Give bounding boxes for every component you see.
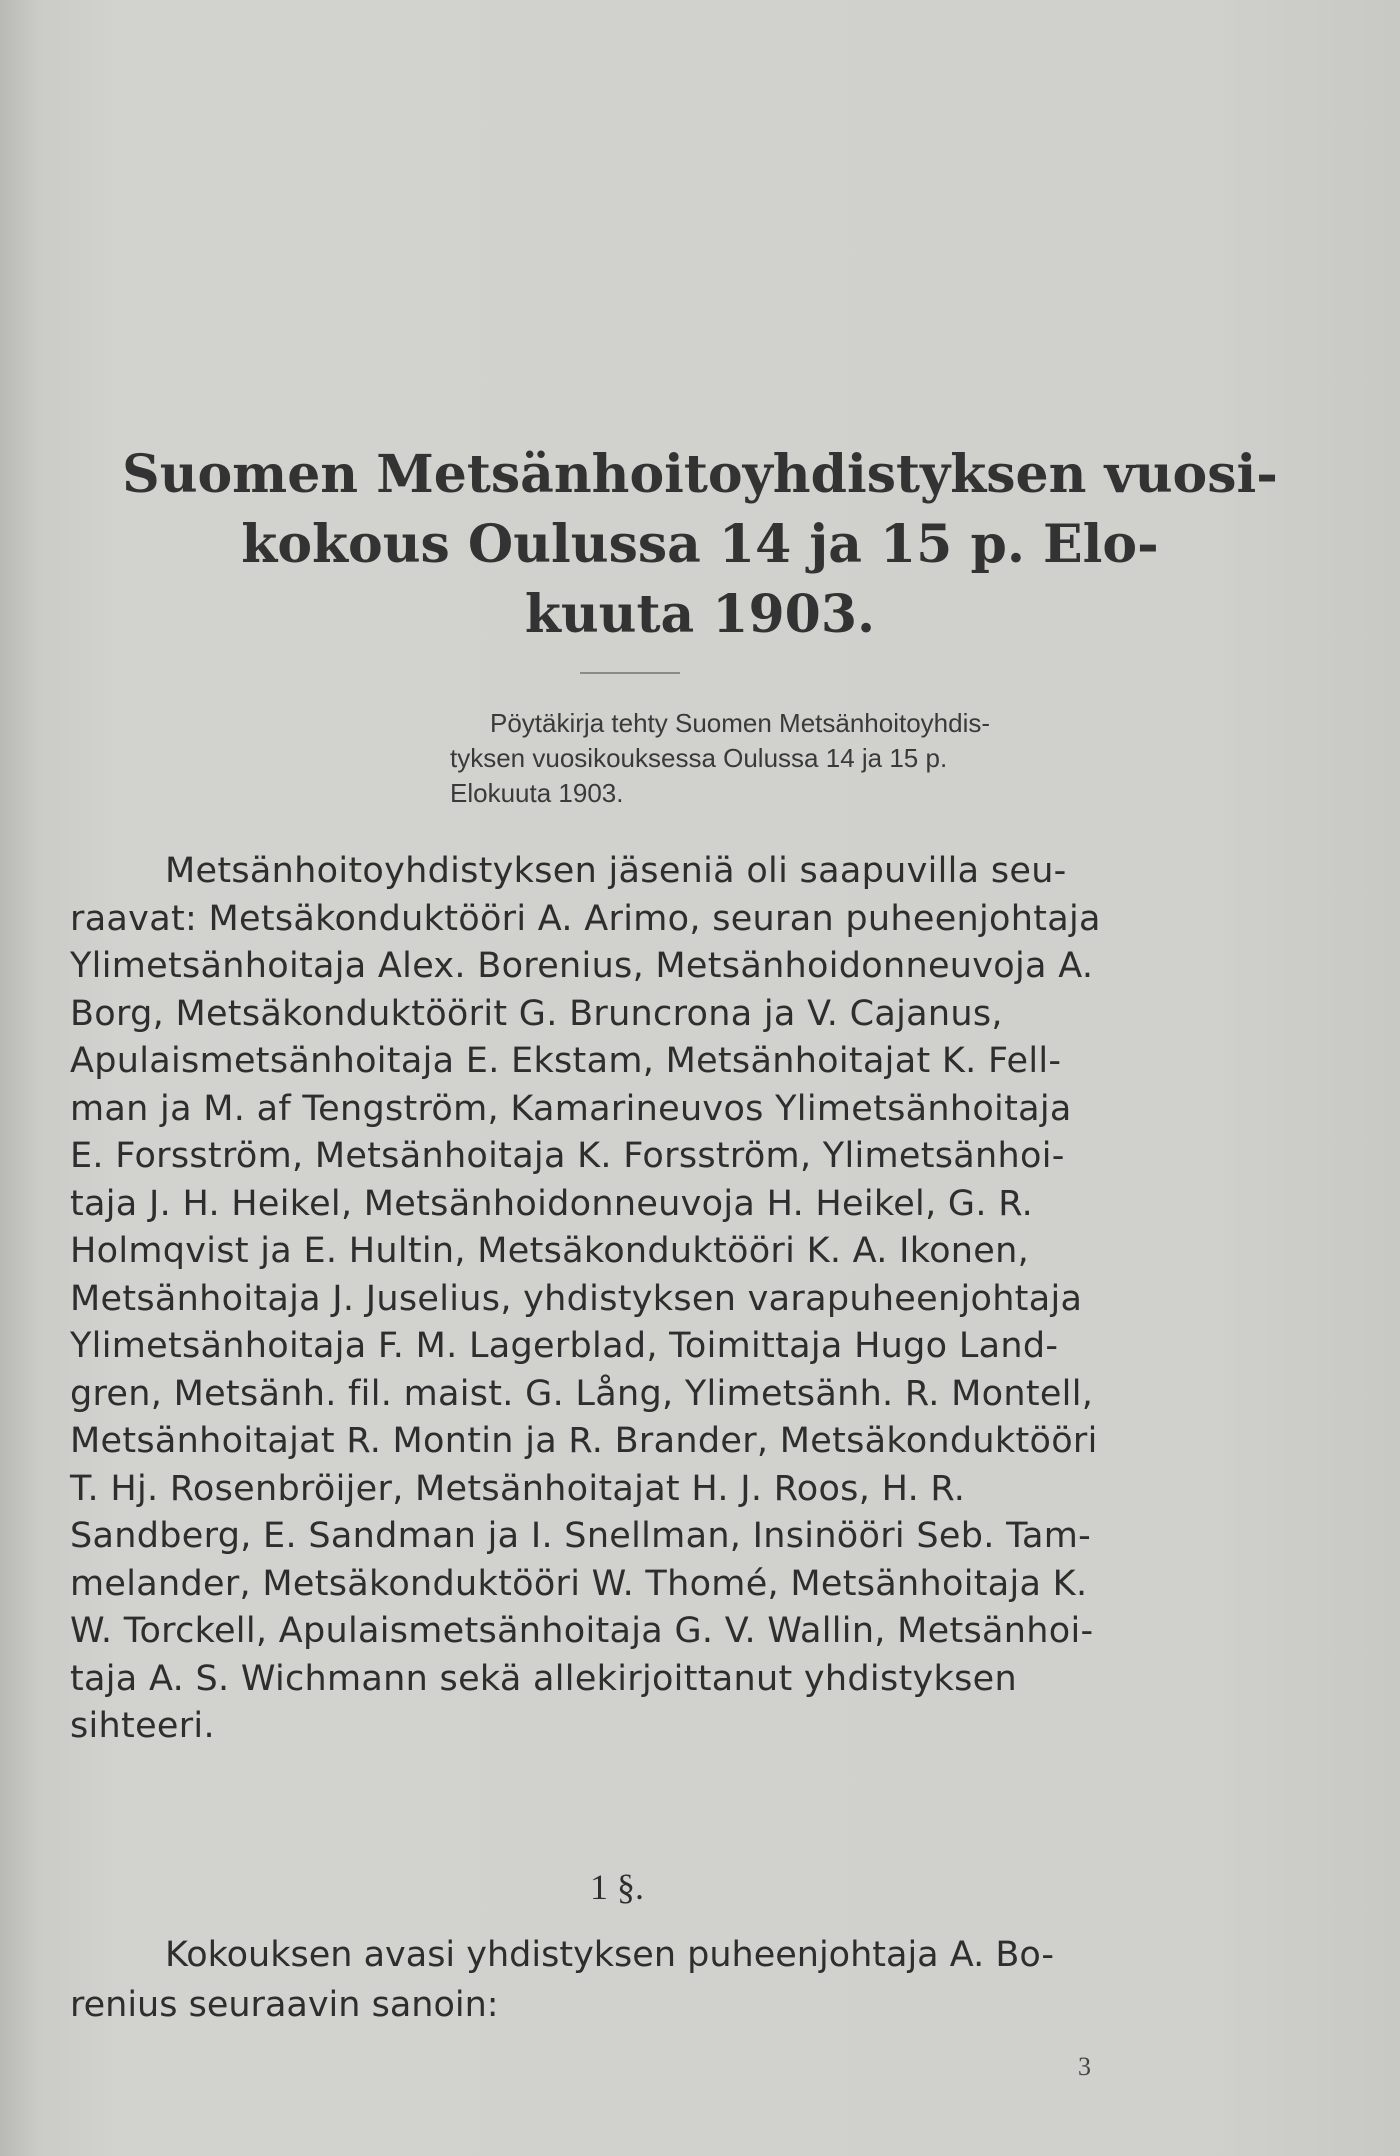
section-heading: 1 §. [590, 1867, 644, 1907]
text-line: Ylimetsänhoitaja F. M. Lagerblad, Toimittaja Hugo Land- [70, 1326, 1059, 1366]
text-line: Ylimetsänhoitaja Alex. Borenius, Metsänhoidonneuvoja A. [70, 946, 1094, 986]
title-line: kokous Oulussa 14 ja 15 p. Elo- [241, 514, 1159, 575]
text-line: taja J. H. Heikel, Metsänhoidonneuvoja H. Heikel, G. R. [70, 1183, 1034, 1224]
text-line: E. Forsström, Metsänhoitaja K. Forsström, Ylimetsänhoi- [70, 1136, 1065, 1176]
text-line: Metsänhoitajat R. Montin ja R. Brander, Metsäkonduktööri [70, 1421, 1098, 1461]
text-line: melander, Metsäkonduktööri W. Thomé, Metsänhoitaja K. [70, 1563, 1088, 1604]
minutes-note [450, 706, 1200, 811]
text-line: Borg, Metsäkonduktöörit G. Bruncrona ja V. Cajanus, [70, 993, 1003, 1034]
text-line: raavat: Metsäkonduktööri A. Arimo, seuran puheenjohtaja [70, 898, 1101, 939]
note-line: Elokuuta 1903. [450, 778, 624, 808]
attendees-paragraph [70, 848, 1200, 1751]
text-line: gren, Metsänh. fil. maist. G. Lång, Ylimetsänh. R. Montell, [70, 1373, 1094, 1414]
text-line: T. Hj. Rosenbröijer, Metsänhoitajat H. J. Roos, H. R. [70, 1468, 966, 1509]
text-line: W. Torckell, Apulaismetsänhoitaja G. V. Wallin, Metsänhoi- [70, 1611, 1094, 1651]
text-line: Metsänhoitoyhdistyksen jäseniä oli saapuvilla seu- [165, 851, 1067, 891]
note-line: Pöytäkirja tehty Suomen Metsänhoitoyhdis- [490, 708, 991, 738]
text-line: Metsänhoitaja J. Juselius, yhdistyksen varapuheenjohtaja [70, 1278, 1083, 1319]
document-title [60, 440, 1340, 650]
text-line: man ja M. af Tengström, Kamarineuvos Ylimetsänhoitaja [70, 1088, 1072, 1129]
text-line: sihteeri. [70, 1706, 215, 1746]
title-divider [580, 672, 680, 674]
opening-paragraph [70, 1930, 1200, 2030]
note-line: tyksen vuosikouksessa Oulussa 14 ja 15 p. [450, 743, 948, 773]
title-line: kuuta 1903. [524, 584, 876, 645]
text-line: Apulaismetsänhoitaja E. Ekstam, Metsänhoitajat K. Fell- [70, 1041, 1062, 1081]
text-line: Holmqvist ja E. Hultin, Metsäkonduktööri K. A. Ikonen, [70, 1231, 1030, 1271]
page-number: 3 [1078, 2052, 1091, 2081]
text-line: Kokouksen avasi yhdistyksen puheenjohtaja A. Bo- [165, 1935, 1055, 1975]
text-line: renius seuraavin sanoin: [70, 1985, 499, 2025]
title-line: Suomen Metsänhoitoyhdistyksen vuosi- [122, 444, 1278, 505]
text-line: taja A. S. Wichmann sekä allekirjoittanut yhdistyksen [70, 1658, 1017, 1699]
text-line: Sandberg, E. Sandman ja I. Snellman, Insinööri Seb. Tam- [70, 1516, 1092, 1556]
